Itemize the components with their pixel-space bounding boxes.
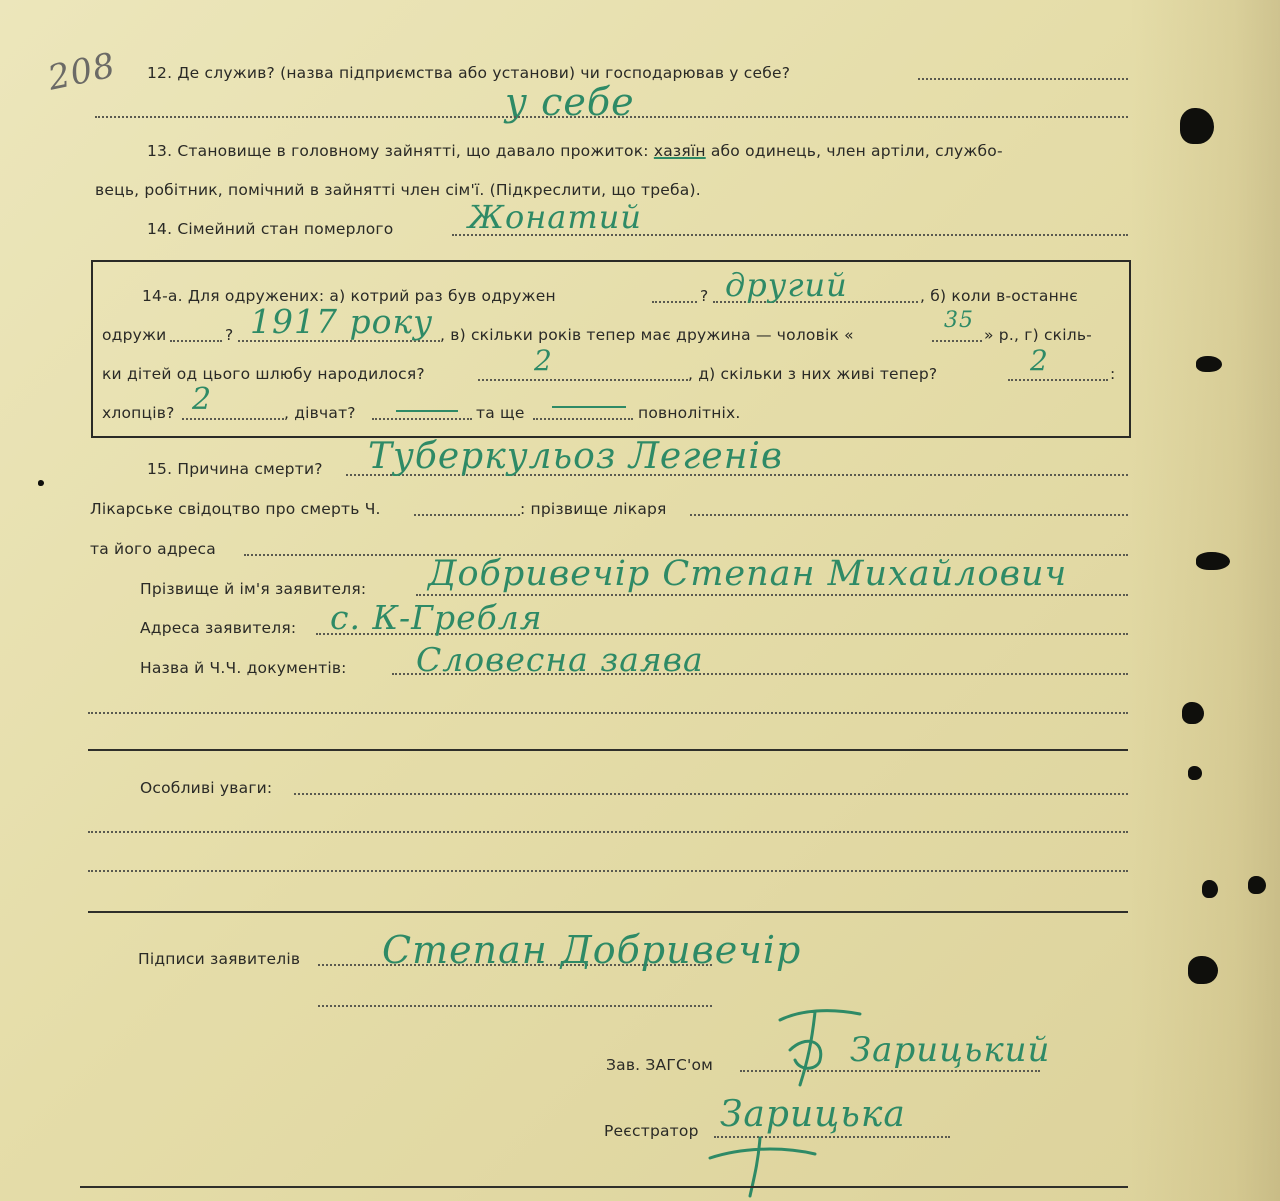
q14a-v-answer: 35 [944, 308, 974, 333]
question-12-label: 12. Де служив? (назва підприємства або установи) чи господарював у себе? [147, 64, 791, 82]
q14a-a-dots1 [652, 301, 697, 303]
q14a-b-answer: 1917 року [250, 302, 434, 341]
q14a-d-dots [1008, 379, 1108, 381]
q14a-line4-boys: хлопців? [102, 404, 175, 422]
doctor-address-label: та його адреса [90, 540, 216, 558]
q14a-b-qmark: ? [225, 326, 234, 344]
q14a-boys-dots [182, 418, 284, 420]
paper-edge-shadow [1130, 0, 1280, 1201]
applicant-address-label: Адреса заявителя: [140, 619, 297, 637]
q14a-part-a: 14-а. Для одружених: а) котрий раз був одружен [142, 287, 556, 305]
q13-underlined-option: хазяїн [653, 142, 706, 160]
binding-hole-7 [1248, 876, 1266, 894]
notes-dots-1 [294, 793, 1128, 795]
q13-text-post: або одинець, член артіли, службо- [705, 142, 1003, 160]
notes-dots-3 [88, 870, 1128, 872]
binding-hole-1 [1180, 108, 1214, 144]
binding-hole-6 [1202, 880, 1218, 898]
question-14-answer: Жонатий [468, 198, 642, 236]
q14a-a-qmark: ? [700, 287, 709, 305]
applicant-name-label: Прізвище й ім'я заявителя: [140, 580, 367, 598]
question-15-answer: Туберкульоз Легенів [368, 436, 783, 477]
q14a-g-answer: 2 [534, 344, 553, 377]
question-13-line2: вець, робітник, помічний в зайнятті член сім'ї. (Підкреслити, що треба). [95, 181, 701, 199]
registrar-label: Реєстратор [604, 1122, 699, 1140]
q14a-line3-end: : [1110, 365, 1116, 383]
section-rule-1 [88, 749, 1128, 751]
q14a-part-b: , б) коли в-останнє [920, 287, 1078, 305]
q14a-more-dots [533, 418, 633, 420]
zags-head-signature: Зарицький [850, 1030, 1051, 1070]
registrar-signature: Зарицька [720, 1094, 906, 1135]
q14a-g-dots [478, 379, 688, 381]
applicant-signature-label: Підписи заявителів [138, 950, 301, 968]
q14a-d-answer: 2 [1030, 344, 1049, 377]
q14a-a-answer: другий [725, 266, 848, 304]
doctor-name-label: : прізвище лікаря [520, 500, 667, 518]
applicant-signature-dots-2 [318, 1005, 712, 1007]
q14a-line4-girls: , дівчат? [284, 404, 356, 422]
documents-label: Назва й Ч.Ч. документів: [140, 659, 347, 677]
q14a-line2-start: одружи [102, 326, 167, 344]
question-14-label: 14. Сімейний стан померлого [147, 220, 394, 238]
binding-hole-3 [1196, 552, 1230, 570]
q14a-line2-mid: , в) скільки років тепер має дружина — чоловік « [440, 326, 854, 344]
q13-text-pre: 13. Становище в головному зайнятті, що давало прожиток: [147, 142, 654, 160]
q14a-more-dash [552, 406, 626, 408]
q14a-line3-mid: , д) скільки з них живі тепер? [688, 365, 938, 383]
archive-number: 208 [44, 45, 120, 99]
binding-hole-5 [1188, 766, 1202, 780]
documents-extra-dots [88, 712, 1128, 714]
q14a-line2-end: » р., г) скіль- [984, 326, 1092, 344]
doctor-name-dots [690, 514, 1128, 516]
documents-value: Словесна заява [416, 640, 704, 679]
q14a-line4-end: повнолітніх. [638, 404, 741, 422]
ink-spot [38, 480, 44, 486]
q14a-v-dots [932, 340, 982, 342]
applicant-name-dots [416, 594, 1128, 596]
notes-dots-2 [88, 831, 1128, 833]
q14a-girls-dash [396, 410, 458, 412]
question-12-answer: у себе [505, 80, 635, 124]
notes-label: Особливі уваги: [140, 779, 273, 797]
question-13-line1 [147, 142, 1003, 160]
q14a-boys-answer: 2 [192, 382, 213, 417]
q14a-b-dots1 [170, 340, 222, 342]
zags-head-label: Зав. ЗАГС'ом [606, 1056, 714, 1074]
question-15-label: 15. Причина смерти? [147, 460, 323, 478]
q14a-line3-start: ки дітей од цього шлюбу народилося? [102, 365, 425, 383]
q14a-girls-dots [372, 418, 472, 420]
medical-certificate-label: Лікарське свідоцтво про смерть Ч. [90, 500, 381, 518]
applicant-signature: Степан Добривечір [382, 928, 802, 972]
binding-hole-8 [1188, 956, 1218, 984]
head-signature-flourish [760, 1000, 880, 1090]
q12-dotted-line [918, 78, 1128, 80]
bottom-rule [80, 1186, 1128, 1188]
q12-answer-line [95, 116, 1128, 118]
binding-hole-4 [1182, 702, 1204, 724]
applicant-name-value: Добривечір Степан Михайлович [428, 554, 1068, 594]
section-rule-2 [88, 911, 1128, 913]
medical-number-dots [414, 514, 520, 516]
binding-hole-2 [1196, 356, 1222, 372]
applicant-address-value: с. К-Гребля [330, 598, 543, 637]
q14a-line4-more: та ще [476, 404, 525, 422]
